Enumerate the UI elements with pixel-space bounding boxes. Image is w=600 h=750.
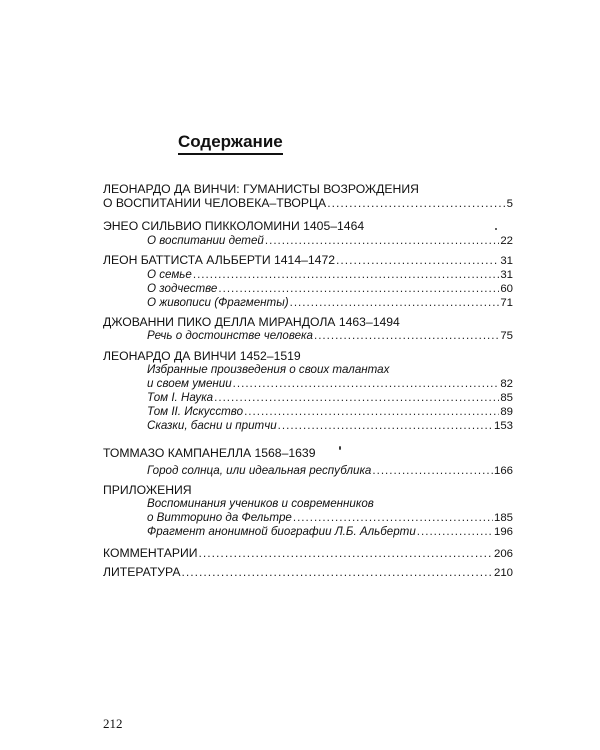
toc-entry-campanella xyxy=(103,446,513,460)
toc-page-number: 206 xyxy=(493,548,513,560)
leader-dots xyxy=(265,234,499,248)
scan-speck xyxy=(339,446,341,450)
toc-entry-title-line: и своем умении xyxy=(147,377,232,390)
toc-entry-title-line: КОММЕНТАРИИ xyxy=(103,546,198,560)
toc-page-number: 82 xyxy=(500,378,513,390)
toc-page-number: 5 xyxy=(506,198,513,210)
leader-dots xyxy=(218,282,499,296)
toc-entry-appendices xyxy=(103,483,513,497)
leader-dots xyxy=(244,405,499,419)
leader-dots xyxy=(199,546,493,560)
toc-subentry xyxy=(147,329,513,343)
leader-dots xyxy=(214,391,499,405)
toc-subentry xyxy=(147,296,513,310)
toc-entry-title-line: О зодчестве xyxy=(147,282,218,295)
toc-subentry xyxy=(147,234,513,248)
leader-dots xyxy=(417,525,493,539)
toc-entry-pico xyxy=(103,315,513,329)
toc-entry-title-line: ДЖОВАННИ ПИКО ДЕЛЛА МИРАНДОЛА 1463–1494 xyxy=(103,315,400,329)
page-number: 212 xyxy=(103,716,123,731)
toc-entry-commentary xyxy=(103,546,513,561)
toc-entry-literature xyxy=(103,565,513,580)
toc-page-number: 89 xyxy=(500,406,513,418)
leader-dots xyxy=(372,464,493,478)
toc-page-number: 85 xyxy=(500,392,513,404)
toc-page-number: 166 xyxy=(493,465,513,477)
toc-entry-title-line: О семье xyxy=(147,268,192,281)
toc-subentry xyxy=(147,525,513,539)
toc-entry-title-line: О ВОСПИТАНИИ ЧЕЛОВЕКА–ТВОРЦА xyxy=(103,196,327,210)
toc-subentry xyxy=(147,405,513,419)
toc-page-number: 31 xyxy=(500,255,513,267)
leader-dots xyxy=(278,419,493,433)
toc-page-number: 75 xyxy=(500,330,513,342)
toc-entry-title-line: о Витторино да Фельтре xyxy=(147,511,292,524)
toc-entry-title-line: ЛЕОНАРДО ДА ВИНЧИ: ГУМАНИСТЫ ВОЗРОЖДЕНИЯ xyxy=(103,182,419,196)
toc-page-number: 185 xyxy=(493,512,513,524)
toc-entry-title-line: О воспитании детей xyxy=(147,234,264,247)
toc-entry-title-line: ЭНЕО СИЛЬВИО ПИККОЛОМИНИ 1405–1464 xyxy=(103,219,365,233)
toc-entry-title-line: Воспоминания учеников и современников xyxy=(147,497,374,510)
leader-dots xyxy=(293,511,493,525)
toc-entry-title-line: ПРИЛОЖЕНИЯ xyxy=(103,483,192,497)
scan-speck xyxy=(495,228,497,230)
toc-entry-title-line: ЛЕОН БАТТИСТА АЛЬБЕРТИ 1414–1472 xyxy=(103,253,335,267)
toc-entry-title-line: Том I. Наука xyxy=(147,391,214,404)
toc-subentry xyxy=(147,419,513,433)
toc-subentry xyxy=(147,391,513,405)
toc-subentry xyxy=(147,282,513,296)
leader-dots xyxy=(290,296,500,310)
toc-entry-title-line: ЛЕОНАРДО ДА ВИНЧИ 1452–1519 xyxy=(103,349,301,363)
toc-entry-alberti xyxy=(103,253,513,268)
toc-entry-title-line: Том II. Искусство xyxy=(147,405,244,418)
toc-entry-title-line: ЛИТЕРАТУРА xyxy=(103,565,181,579)
leader-dots xyxy=(193,268,499,282)
toc-page-number: 60 xyxy=(500,283,513,295)
toc-page-number: 31 xyxy=(500,269,513,281)
toc-entry-title-line: О живописи (Фрагменты) xyxy=(147,296,289,309)
toc-entry-title-line: ТОММАЗО КАМПАНЕЛЛА 1568–1639 xyxy=(103,446,316,460)
toc-entry-title-line: Город солнца, или идеальная республика xyxy=(147,464,372,477)
toc-page-number: 22 xyxy=(500,235,513,247)
toc-page-number: 153 xyxy=(493,420,513,432)
leader-dots xyxy=(233,377,500,391)
toc-subentry xyxy=(147,464,513,478)
toc-subentry xyxy=(147,497,513,525)
toc-entry-piccolomini xyxy=(103,219,513,233)
toc-subentry xyxy=(147,268,513,282)
toc-entry-title-line: Речь о достоинстве человека xyxy=(147,329,313,342)
toc-entry-intro xyxy=(103,182,513,211)
page-title: Содержание xyxy=(178,132,283,155)
toc-entry-leonardo xyxy=(103,349,513,363)
leader-dots xyxy=(314,329,499,343)
toc-page-number: 196 xyxy=(493,526,513,538)
toc-page-number: 210 xyxy=(493,567,513,579)
toc-entry-title-line: Сказки, басни и притчи xyxy=(147,419,277,432)
leader-dots xyxy=(336,253,499,267)
toc-entry-title-line: Избранные произведения о своих талантах xyxy=(147,363,390,376)
toc-entry-title-line: Фрагмент анонимной биографии Л.Б. Альберти xyxy=(147,525,416,538)
toc-subentry xyxy=(147,363,513,391)
toc-page-number: 71 xyxy=(500,297,513,309)
leader-dots xyxy=(327,196,505,210)
leader-dots xyxy=(181,565,493,579)
